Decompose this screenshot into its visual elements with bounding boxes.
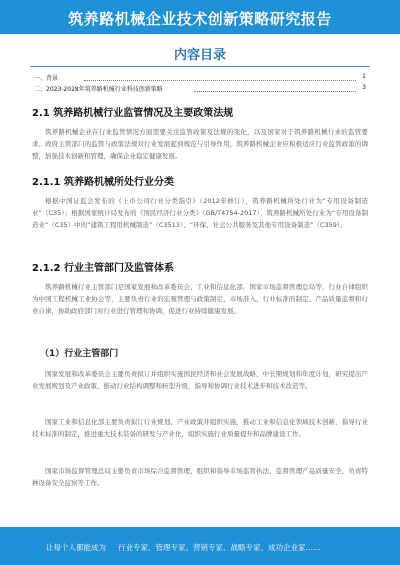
section-2-1-2-heading: 2.1.2 行业主管部门及监管体系 (32, 263, 174, 274)
toc-leader-dots (84, 80, 356, 81)
toc-entry[interactable] (34, 84, 366, 93)
regulator-paragraph-3: 国家市场监督管理总局主要负责市场综合监督管理，组织和指导市场监管执法，监督管理产品质量安全，负责特种设备安全监察等工作。 (32, 467, 368, 488)
regulator-paragraph-2: 国家工业和信息化部主要负责拟订行业规划、产业政策并组织实施，推动工业和信息化领域技术创新，指导行业技术标准的制定，推进重大技术装备的研发与产业化，组织实施行业质量提升和品牌建设工作。 (32, 418, 368, 439)
toc-heading: 内容目录 (173, 48, 226, 63)
section-2-1-2-paragraph: 筑养路机械行业主管部门是国家发展和改革委员会、工业和信息化部，国家市场监督管理总局等，行业自律组织为中国工程机械工业协会等，主要负责行业的宏观管理与政策制定，市场准入，行业标准的制定、产品质量监督和行业自律，协助政府部门对行业进行管理和协调，促进行业持续健康发展。 (32, 283, 368, 316)
footer-lead: 让每个人都能成为 (46, 543, 106, 552)
header-band (0, 0, 400, 34)
toc-entry[interactable] (34, 73, 366, 82)
section-2-1-1-heading: 2.1.1 筑养路机械所处行业分类 (32, 177, 174, 188)
toc-entry-page: 1 (362, 73, 366, 80)
footer-slogan (46, 542, 321, 553)
footer-band (0, 527, 400, 565)
toc-entry-page: 3 (362, 84, 366, 91)
toc-leader-dots (194, 91, 356, 92)
subsection-regulators-heading: （1）行业主管部门 (40, 349, 119, 359)
section-2-1-heading: 2.1 筑养路机械行业监管情况及主要政策法规 (32, 108, 234, 119)
section-2-1-paragraph: 筑养路机械企业在行业监管情况方面需要关注监管政策及法规的变化，以及国家对于筑养路机械行业的监管要求。政府主管部门的监管与政策法规对行业发展起到规范与引导作用，筑养路机械企业应积极适应行业监管政策的调整，加强技术创新和管理，确保企业稳定健康发展。 (32, 128, 368, 161)
toc-entry-label: 二、2023-2028年筑养路机械行业科技创新策略 (34, 86, 163, 93)
section-2-1-1-paragraph: 根据中国证监会发布的《上市公司行业分类指引》（2012年修订），筑养路机械所处行业为“专用设备制造业”（C35）；根据国家统计局发布的《国民经济行业分类》（GB/T4754-2017），筑养路机械所处行业为“专用设备制造业”（C35）中的“建筑工程用机械制造”（C3513）、“环保、社会公共服务及其他专用设备制造”（C359）。 (32, 197, 368, 230)
report-title: 筑养路机械企业技术创新策略研究报告 (68, 10, 332, 28)
toc-divider (30, 66, 370, 67)
regulator-paragraph-1: 国家发展和改革委员会主要负责拟订并组织实施国民经济和社会发展战略、中长期规划和年度计划，研究提出产业发展规划及产业政策，推动行业结构调整和转型升级，指导和协调行业技术进步和技术改造等。 (32, 370, 368, 391)
footer-roles: 行业专家、管理专家、营销专家、战略专家、成功企业家…… (118, 543, 321, 552)
toc-entry-label: 一、背景 (34, 75, 59, 82)
